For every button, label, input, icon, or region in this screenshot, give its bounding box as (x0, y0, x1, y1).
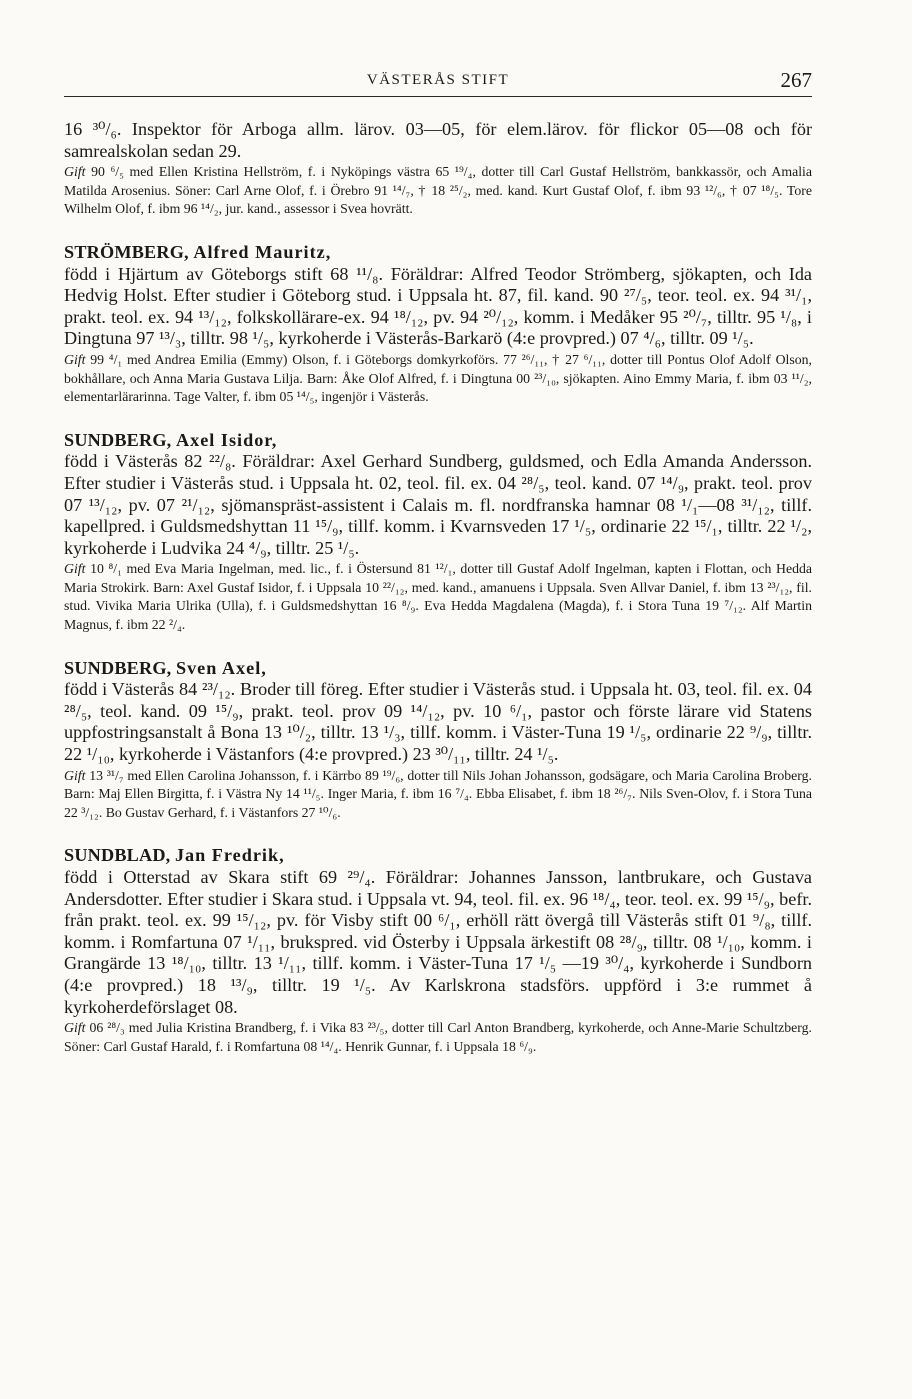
entry-continuation (64, 119, 812, 219)
page (64, 62, 812, 1056)
page-header (64, 62, 812, 97)
family-label: Gift (64, 164, 86, 180)
biography: född i Västerås 82 ²²/₈. Föräldrar: Axel Gerhard Sundberg, guldsmed, och Edla Amanda Andersson. Efter studier i Västerås stud. i Uppsala ht. 02, teol. fil. ex. 04 ²⁸/₅, teol. kand. 07 ¹⁴/₉, prakt. teol. prov 07 ¹³/₁₂, pv. 07 ²¹/₁₂, sjömanspräst-assistent i Calais m. fl. nordfranska hamnar 08 ¹/₁—08 ³¹/₁₂, tillf. kapellpred. i Guldsmedshyttan 11 ¹⁵/₉, tillf. komm. i Kvarnsveden 17 ¹/₅, ordinarie 22 ¹⁵/₁, tilltr. 22 ¹/₂, kyrkoherde i Ludvika 24 ⁴/₉, tilltr. 25 ¹/₅. (64, 451, 812, 558)
surname: SUNDBERG, (64, 429, 172, 450)
given-names: Sven Axel, (175, 657, 267, 678)
family-text (64, 560, 812, 634)
family-details: 10 ⁸/₁ med Eva Maria Ingelman, med. lic., f. i Östersund 81 ¹²/₁, dotter till Gustaf Adolf Ingelman, kapten i Flottan, och Hedda Maria Strokirk. Barn: Axel Gustaf Isidor, f. i Uppsala 10 ²²/₁₂, med. kand., amanuens i Uppsala. Sven Allvar Daniel, f. ibm 13 ²³/₁₂, fil. stud. Vivika Maria Ulrika (Ulla), f. i Guldsmedshyttan 16 ⁸/₉. Eva Hedda Magdalena (Magda), f. i Stora Tuna 19 ⁷/₁₂. Alf Martin Magnus, f. ibm 22 ²/₄. (64, 561, 812, 633)
surname: STRÖMBERG, (64, 241, 189, 262)
family-label: Gift (64, 561, 86, 577)
family-text (64, 163, 812, 219)
family-label: Gift (64, 351, 86, 367)
family-label: Gift (64, 767, 86, 783)
surname: SUNDBLAD, (64, 845, 171, 866)
family-details: 90 ⁶/₅ med Ellen Kristina Hellström, f. i Nyköpings västra 65 ¹⁹/₄, dotter till Carl Gustaf Hellström, bankkassör, och Amalia Matilda Arosenius. Söner: Carl Arne Olof, f. i Örebro 91 ¹⁴/₇, † 18 ²⁵/₂, med. kand. Kurt Gustaf Olof, f. ibm 93 ¹²/₆, † 07 ¹⁸/₅. Tore Wilhelm Olof, f. ibm 96 ¹⁴/₂, jur. kand., assessor i Svea hovrätt. (64, 164, 812, 217)
entry-text (64, 242, 812, 350)
biography: född i Hjärtum av Göteborgs stift 68 ¹¹/₈. Föräldrar: Alfred Teodor Strömberg, sjökapten, och Ida Hedvig Holst. Efter studier i Göteborg stud. i Uppsala ht. 87, fil. kand. 90 ²⁷/₅, teor. teol. ex. 94 ³¹/₁, prakt. teol. ex. 94 ¹³/₁₂, folkskollärare-ex. 94 ¹⁸/₁₂, pv. 94 ²⁰/₁₂, komm. i Medåker 95 ²⁰/₇, tilltr. 95 ¹/₈, i Dingtuna 97 ¹³/₃, tilltr. 98 ¹/₅, kyrkoherde i Västerås-Barkarö (4:e provpred.) 07 ⁴/₆, tilltr. 09 ¹/₅. (64, 263, 812, 349)
entry-sundblad (64, 845, 812, 1056)
given-names: Alfred Mauritz, (193, 241, 332, 262)
family-text (64, 767, 812, 823)
family-label: Gift (64, 1020, 86, 1036)
given-names: Axel Isidor, (175, 429, 278, 450)
running-title: VÄSTERÅS STIFT (366, 72, 510, 88)
family-text (64, 1019, 812, 1056)
surname: SUNDBERG, (64, 657, 172, 678)
entry-sundberg-sven (64, 658, 812, 823)
entry-text (64, 845, 812, 1018)
entry-text: 16 ³⁰/₆. Inspektor för Arboga allm. lärov. 03—05, för elem.lärov. för flickor 05—08 och för samrealskolan sedan 29. (64, 119, 812, 161)
family-details: 06 ²⁸/₃ med Julia Kristina Brandberg, f. i Vika 83 ²³/₅, dotter till Carl Anton Brandberg, kyrkoherde, och Anne-Marie Schultzberg. Söner: Carl Gustaf Harald, f. i Romfartuna 08 ¹⁴/₄. Henrik Gunnar, f. i Uppsala 18 ⁶/₉. (64, 1020, 812, 1054)
family-text (64, 351, 812, 407)
entry-stromberg (64, 242, 812, 407)
page-number: 267 (780, 68, 812, 92)
given-names: Jan Fredrik, (174, 845, 285, 866)
entry-text (64, 430, 812, 560)
entry-text (64, 658, 812, 766)
entry-sundberg-axel (64, 430, 812, 635)
family-details: 13 ³¹/₇ med Ellen Carolina Johansson, f. i Kärrbo 89 ¹⁹/₆, dotter till Nils Johan Johansson, godsägare, och Maria Carolina Broberg. Barn: Maj Ellen Birgitta, f. i Västra Ny 14 ¹¹/₅. Inger Maria, f. ibm 16 ⁷/₄. Ebba Elisabet, f. ibm 18 ²⁶/₇. Nils Sven-Olov, f. i Stora Tuna 22 ³/₁₂. Bo Gustav Gerhard, f. i Västanfors 27 ¹⁰/₆. (64, 767, 813, 820)
family-details: 99 ⁴/₁ med Andrea Emilia (Emmy) Olson, f. i Göteborgs domkyrkoförs. 77 ²⁶/₁₁, † 27 ⁶/₁₁, dotter till Pontus Olof Adolf Olson, bokhållare, och Anna Maria Gustava Lilja. Barn: Åke Olof Alfred, f. i Dingtuna 00 ²³/₁₀, sjökapten. Aino Emmy Maria, f. ibm 03 ¹¹/₂, elementarlärarinna. Tage Valter, f. ibm 05 ¹⁴/₅, ingenjör i Västerås. (64, 351, 813, 405)
biography: född i Otterstad av Skara stift 69 ²⁹/₄. Föräldrar: Johannes Jansson, lantbrukare, och Gustava Andersdotter. Efter studier i Skara stud. i Uppsala vt. 94, teol. fil. ex. 96 ¹⁸/₄, teor. teol. ex. 99 ¹⁵/₉, befr. från prakt. teol. ex. 99 ¹⁵/₁₂, pv. för Visby stift 00 ⁶/₁, erhöll rätt övergå till Västerås stift 01 ⁹/₈, tillf. komm. i Romfartuna 07 ¹/₁₁, brukspred. vid Österby i Uppsala ärkestift 08 ²⁸/₉, tilltr. 08 ¹/₁₀, komm. i Grangärde 13 ¹⁸/₁₀, tilltr. 13 ¹/₁₁, tillf. komm. i Väster-Tuna 17 ¹/₅ —19 ³⁰/₄, kyrkoherde i Sundborn (4:e provpred.) 18 ¹³/₉, tilltr. 19 ¹/₅. Av Karlskrona stadsförs. uppförd i 3:e rummet å kyrkoherdeförslaget 08. (64, 867, 812, 1017)
biography: född i Västerås 84 ²³/₁₂. Broder till föreg. Efter studier i Västerås stud. i Uppsala ht. 03, teol. fil. ex. 04 ²⁸/₅, teol. kand. 09 ¹⁵/₉, prakt. teol. prov 09 ¹⁴/₁₂, pv. 10 ⁶/₁, pastor och förste lärare vid Statens uppfostringsanstalt å Bona 13 ¹⁰/₂, tilltr. 13 ¹/₃, tillf. komm. i Väster-Tuna 19 ¹/₅, ordinarie 22 ⁹/₉, tilltr. 22 ¹/₁₀, kyrkoherde i Västanfors (4:e provpred.) 23 ³⁰/₁₁, tilltr. 24 ¹/₅. (64, 679, 812, 765)
